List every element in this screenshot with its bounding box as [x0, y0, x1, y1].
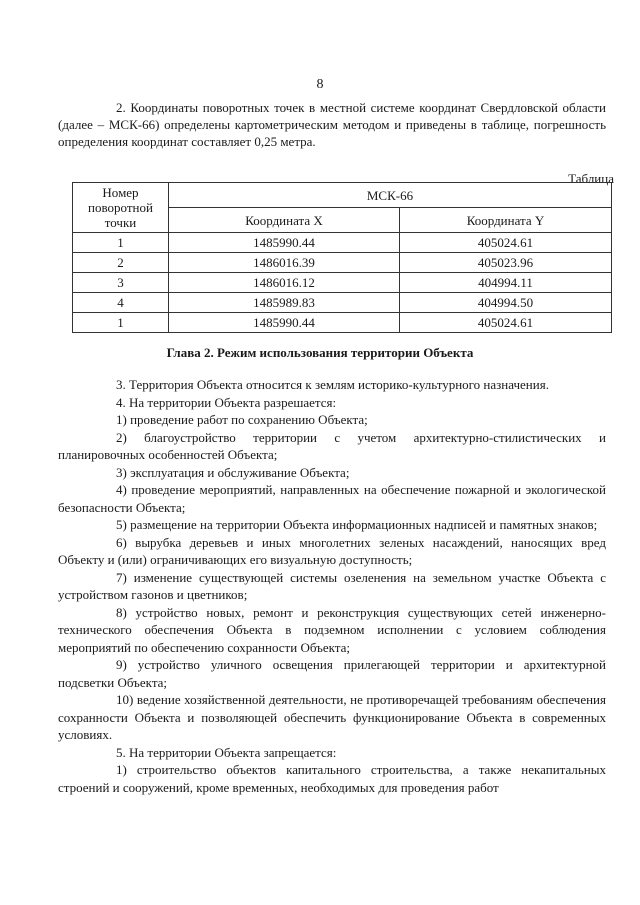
list-item: 3) эксплуатация и обслуживание Объекта;: [116, 464, 350, 480]
list-item: 6) вырубка деревьев и иных многолетних зеленых насаждений, наносящих вред Объекту и (или) ограничивающих его визуальную доступность;: [58, 534, 606, 567]
list-item: 9) устройство уличного освещения прилегающей территории и архитектурной подсветки Объекта;: [58, 657, 606, 690]
cell-coordinate-y: 404994.11: [400, 273, 612, 293]
intro-paragraph: 2. Координаты поворотных точек в местной системе координат Свердловской области (далее – МСК-66) определены картометрическим методом и приведены в таблице, погрешность определения координат составляет 0,25 метра.: [58, 100, 606, 149]
cell-coordinate-x: 1485990.44: [169, 233, 400, 253]
cell-coordinate-y: 404994.50: [400, 293, 612, 313]
chapter-title: Глава 2. Режим использования территории Объекта: [166, 345, 474, 360]
header-coordinate-x: Координата X: [169, 208, 400, 233]
table-caption: Таблица: [568, 171, 614, 186]
table-row: [73, 233, 612, 253]
cell-point-number: 1: [73, 313, 169, 333]
cell-point-number: 3: [73, 273, 169, 293]
intro-section: [58, 99, 606, 150]
cell-coordinate-y: 405024.61: [400, 313, 612, 333]
header-coordinate-system: МСК-66: [169, 183, 612, 208]
table-header-row: [73, 183, 612, 208]
cell-coordinate-x: 1485989.83: [169, 293, 400, 313]
list-item: 7) изменение существующей системы озеленения на земельном участке Объекта с устройством газонов и цветников;: [58, 569, 606, 602]
list-item: 5) размещение на территории Объекта информационных надписей и памятных знаков;: [116, 517, 598, 532]
cell-point-number: 4: [73, 293, 169, 313]
paragraph: 3. Территория Объекта относится к землям историко-культурного назначения.: [116, 377, 549, 392]
cell-coordinate-x: 1486016.12: [169, 273, 400, 293]
list-item: 8) устройство новых, ремонт и реконструкция существующих сетей инженерно-технического обеспечения Объекта в подземном исполнении с условием соблюдения мероприятий по обеспечению сохранности Объекта;: [58, 604, 606, 655]
cell-coordinate-y: 405023.96: [400, 253, 612, 273]
coordinates-table: [72, 182, 612, 333]
cell-coordinate-y: 405024.61: [400, 233, 612, 253]
paragraph: 4. На территории Объекта разрешается:: [116, 394, 337, 410]
list-item: 1) строительство объектов капитального строительства, а также некапитальных строений и сооружений, кроме временных, необходимых для проведения работ: [58, 762, 606, 795]
header-coordinate-y: Координата Y: [400, 208, 612, 233]
list-item: 10) ведение хозяйственной деятельности, не противоречащей требованиям обеспечения сохранности Объекта и позволяющей обеспечить функционирование Объекта в современных условиях.: [58, 692, 606, 742]
table-row: [73, 313, 612, 333]
rules-section: [58, 376, 606, 796]
paragraph: 5. На территории Объекта запрещается:: [116, 744, 337, 760]
cell-point-number: 1: [73, 233, 169, 253]
list-item: 2) благоустройство территории с учетом архитектурно-стилистических и планировочных особенностей Объекта;: [58, 429, 606, 462]
cell-coordinate-x: 1486016.39: [169, 253, 400, 273]
list-item: 4) проведение мероприятий, направленных на обеспечение пожарной и экологической безопасности Объекта;: [58, 482, 606, 515]
table-row: [73, 293, 612, 313]
list-item: 1) проведение работ по сохранению Объекта;: [116, 412, 368, 427]
table-row: [73, 253, 612, 273]
header-point-number: Номер поворотной точки: [73, 183, 169, 233]
page-number: 8: [316, 77, 324, 92]
table-row: [73, 273, 612, 293]
cell-coordinate-x: 1485990.44: [169, 313, 400, 333]
cell-point-number: 2: [73, 253, 169, 273]
